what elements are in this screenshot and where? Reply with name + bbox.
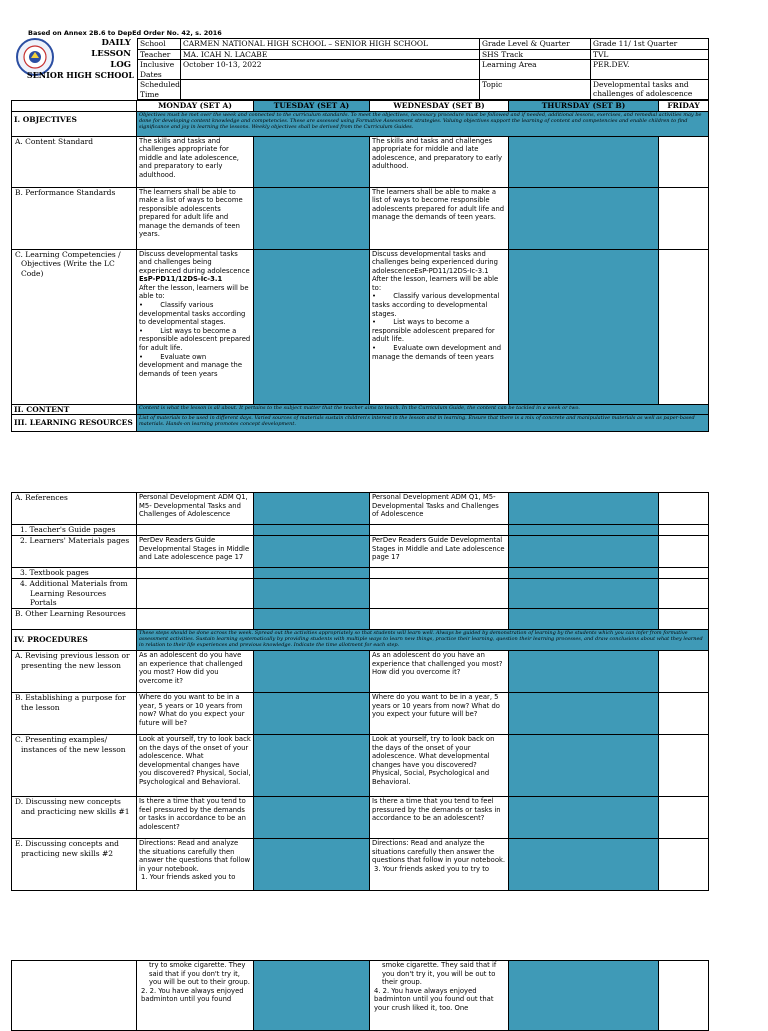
procedure-e-monday: Directions: Read and analyze the situations carefully then answer the questions that follow in your notebook. 1. Your friends asked you to [137,839,254,891]
learners-materials-label: 2. Learners' Materials pages [12,536,137,568]
annex-reference: Based on Annex 2B.6 to DepEd Order No. 42, s. 2016 [28,29,222,37]
procedure-a-wednesday: As an adolescent do you have an experience that challenged you most? How did you overcome it? [370,651,509,693]
learners-materials-wednesday: PerDev Readers Guide Developmental Stages in Middle and Late adolescence page 17 [370,536,509,568]
procedure-b-label: B. Establishing a purpose for the lesson [12,693,137,735]
procedures-label: IV. PROCEDURES [12,630,137,651]
other-resources-label: B. Other Learning Resources [12,609,137,630]
dll-table-page2 [11,492,709,891]
header-row-school: School CARMEN NATIONAL HIGH SCHOOL – SENIOR HIGH SCHOOL Grade Level & Quarter Grade 11/ 1st Quarter [138,39,709,50]
procedure-b-row [12,693,709,735]
competencies-wednesday: Discuss developmental tasks and challenges being experienced during adolescenceEsP-PD11/12DS-Ic-3.1 After the lesson, learners will be able to: • Classify various developmental tasks according to developmental stages. • List ways to become a responsible adolescent prepared for adult life. • Evaluate own development and manage the demands of teen years [370,249,509,404]
competencies-monday: Discuss developmental tasks and challenges being experienced during adolescence EsP-PD11/12DS-Ic-3.1 After the lesson, learners will be able to: • Classify various developmental tasks according to developmental stages. • List ways to become a responsible adolescent prepared for adult life. • Evaluate own development and manage the demands of teen years [137,249,254,404]
procedure-d-label: D. Discussing new concepts and practicing new skills #1 [12,797,137,839]
procedures-note: These steps should be done across the week. Spread out the activities appropriately so that students will learn well. Always be guided by demonstration of learning by the students which you can infer from formative assessment activities. Sustain learning systematically by providing students with multiple ways to learn new things, practice their learning, question their learning processes, and draw conclusions about what they learned in relation to their life experiences and previous knowledge. Indicate the time allotment for each step. [137,630,709,651]
day-tuesday: TUESDAY (SET A) [254,101,370,112]
competencies-row [12,249,709,404]
header-row-time: Scheduled Time Topic Developmental tasks and challenges of adolescence [138,80,709,100]
additional-materials-label: 4. Additional Materials from Learning Resources Portals [12,579,137,609]
day-wednesday: WEDNESDAY (SET B) [370,101,509,112]
procedure-b-wednesday: Where do you want to be in a year, 5 years or 10 years from now? What do you expect your future will be? [370,693,509,735]
procedure-c-wednesday: Look at yourself, try to look back on the days of the onset of your adolescence. What developmental changes have you discovered? Physical, Social, Psychological and Behavioral. [370,735,509,797]
content-note: Content is what the lesson is all about. It pertains to the subject matter that the teacher aims to teach. In the Curriculum Guide, the content can be tackled in a week or two. [137,404,709,415]
textbook-label: 3. Textbook pages [12,568,137,579]
objectives-note: Objectives must be met over the week and connected to the curriculum standards. To meet the objectives, necessary procedure must be followed and if needed, additional lessons, exercises, and remedial activities may be done for developing content knowledge and competencies. These are assessed using Formative Assessment strategies. Valuing objectives support the learning of content and competencies and enable children to find significance and joy in learning the lessons. Weekly objectives shall be derived from the Curriculum Guides. [137,111,709,136]
teachers-guide-row [12,525,709,536]
references-row [12,493,709,525]
additional-materials-row [12,579,709,609]
objectives-label: I. OBJECTIVES [12,111,137,136]
procedure-e-wednesday-continued: smoke cigarette. They said that if you don't try it, you will be out to their group. 4. 2. You have always enjoyed badminton until you found out that your crush liked it, too. One [370,961,509,1031]
performance-standards-monday: The learners shall be able to make a list of ways to become responsible adolescents prepared for adult life and manage the demands of teen years. [137,187,254,249]
dll-table-page3 [11,960,709,1031]
learners-materials-monday: PerDev Readers Guide Developmental Stages in Middle and Late adolescence page 17 [137,536,254,568]
day-thursday: THURSDAY (SET B) [509,101,659,112]
content-label: II. CONTENT [12,404,137,415]
performance-standards-label: B. Performance Standards [12,187,137,249]
content-standard-wednesday: The skills and tasks and challenges appropriate for middle and late adolescence, and preparatory to early adulthood. [370,136,509,187]
procedure-b-monday: Where do you want to be in a year, 5 years or 10 years from now? What do you expect your future will be? [137,693,254,735]
header-row-dates: Inclusive Dates October 10-13, 2022 Learning Area PER.DEV. [138,60,709,80]
competencies-label: C. Learning Competencies / Objectives (Write the LC Code) [12,249,137,404]
performance-standards-row [12,187,709,249]
teachers-guide-label: 1. Teacher's Guide pages [12,525,137,536]
procedure-a-row [12,651,709,693]
learners-materials-row [12,536,709,568]
learning-resources-note: List of materials to be used in different days. Varied sources of materials sustain children's interest in the lesson and in learning. Ensure that there is a mix of concrete and manipulative materials as well as paper-based materials. Hands-on learning promotes concept development. [137,415,709,432]
day-header-row [12,101,709,112]
procedure-c-monday: Look at yourself, try to look back on the days of the onset of your adolescence. What developmental changes have you discovered? Physical, Social, Psychological and Behavioral. [137,735,254,797]
learning-resources-label: III. LEARNING RESOURCES [12,415,137,432]
other-resources-row [12,609,709,630]
objectives-row [12,111,709,136]
day-monday: MONDAY (SET A) [137,101,254,112]
procedure-e-label: E. Discussing concepts and practicing new skills #2 [12,839,137,891]
references-label: A. References [12,493,137,525]
procedures-row [12,630,709,651]
procedure-d-monday: Is there a time that you tend to feel pressured by the demands or tasks in accordance to be an adolescent? [137,797,254,839]
procedure-a-monday: As an adolescent do you have an experience that challenged you most? How did you overcome it? [137,651,254,693]
lc-code: EsP-PD11/12DS-Ic-3.1 [139,275,223,284]
content-standard-monday: The skills and tasks and challenges appropriate for middle and late adolescence, and preparatory to early adulthood. [137,136,254,187]
dll-table-page1 [11,100,709,432]
procedure-d-row [12,797,709,839]
content-standard-label: A. Content Standard [12,136,137,187]
references-monday: Personal Development ADM Q1, M5- Developmental Tasks and Challenges of Adolescence [137,493,254,525]
procedure-e-wednesday: Directions: Read and analyze the situations carefully then answer the questions that follow in your notebook. 3. Your friends asked you to try to [370,839,509,891]
content-standard-row [12,136,709,187]
procedure-e-continued-row [12,961,709,1031]
senior-high-school-label: SENIOR HIGH SCHOOL [26,70,134,80]
textbook-row [12,568,709,579]
learning-resources-row [12,415,709,432]
day-friday: FRIDAY [659,101,709,112]
header-info-table [137,38,709,100]
procedure-c-row [12,735,709,797]
content-row [12,404,709,415]
daily-lesson-log-title: DAILY LESSON LOG [91,38,131,70]
references-wednesday: Personal Development ADM Q1, M5- Developmental Tasks and Challenges of Adolescence [370,493,509,525]
procedure-e-row [12,839,709,891]
procedure-a-label: A. Revising previous lesson or presenting the new lesson [12,651,137,693]
header-row-teacher: Teacher MA. ICAH N. LACABE SHS Track TVL [138,49,709,60]
procedure-c-label: C. Presenting examples/ instances of the new lesson [12,735,137,797]
procedure-e-monday-continued: try to smoke cigarette. They said that if you don't try it, you will be out to their group. 2. 2. You have always enjoyed badminton until you found [137,961,254,1031]
procedure-d-wednesday: Is there a time that you tend to feel pressured by the demands or tasks in accordance to be an adolescent? [370,797,509,839]
performance-standards-wednesday: The learners shall be able to make a list of ways to become responsible adolescents prepared for adult life and manage the demands of teen years. [370,187,509,249]
